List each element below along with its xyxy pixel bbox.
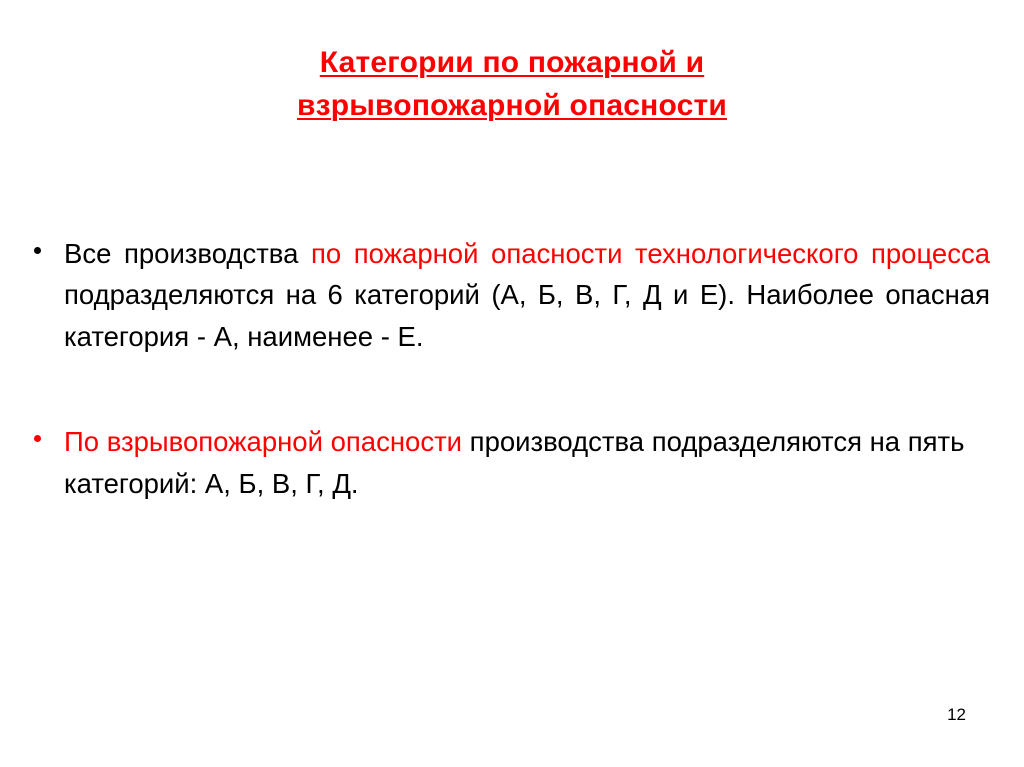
bullet-dot-icon <box>34 247 41 254</box>
bullet-2-segment-2: производства подразделяются на пять категорий: А, Б, В, Г, Д. <box>64 425 965 499</box>
slide-body <box>22 205 990 532</box>
bullet-text-1 <box>64 233 990 358</box>
page-number: 12 <box>947 705 966 724</box>
bullet-dot-icon <box>34 435 41 442</box>
bullet-1-segment-1: Все производства <box>64 237 311 269</box>
bullet-2-segment-1: По взрывопожарной опасности <box>64 425 463 457</box>
list-item <box>22 421 990 505</box>
page-title-line-1: Категории по пожарной и <box>319 46 705 80</box>
bullet-1-segment-2: по пожарной опасности технологического процесса <box>310 237 991 269</box>
page-title-line-2: взрывопожарной опасности <box>296 88 728 122</box>
bullet-1-segment-3: подразделяются на 6 категорий (А, Б, В, Г, Д и Е). Наиболее опасная категория - А, наименее - Е. <box>64 279 990 353</box>
list-item <box>22 233 990 358</box>
page-title <box>100 42 924 127</box>
bullet-text-2 <box>64 421 990 505</box>
